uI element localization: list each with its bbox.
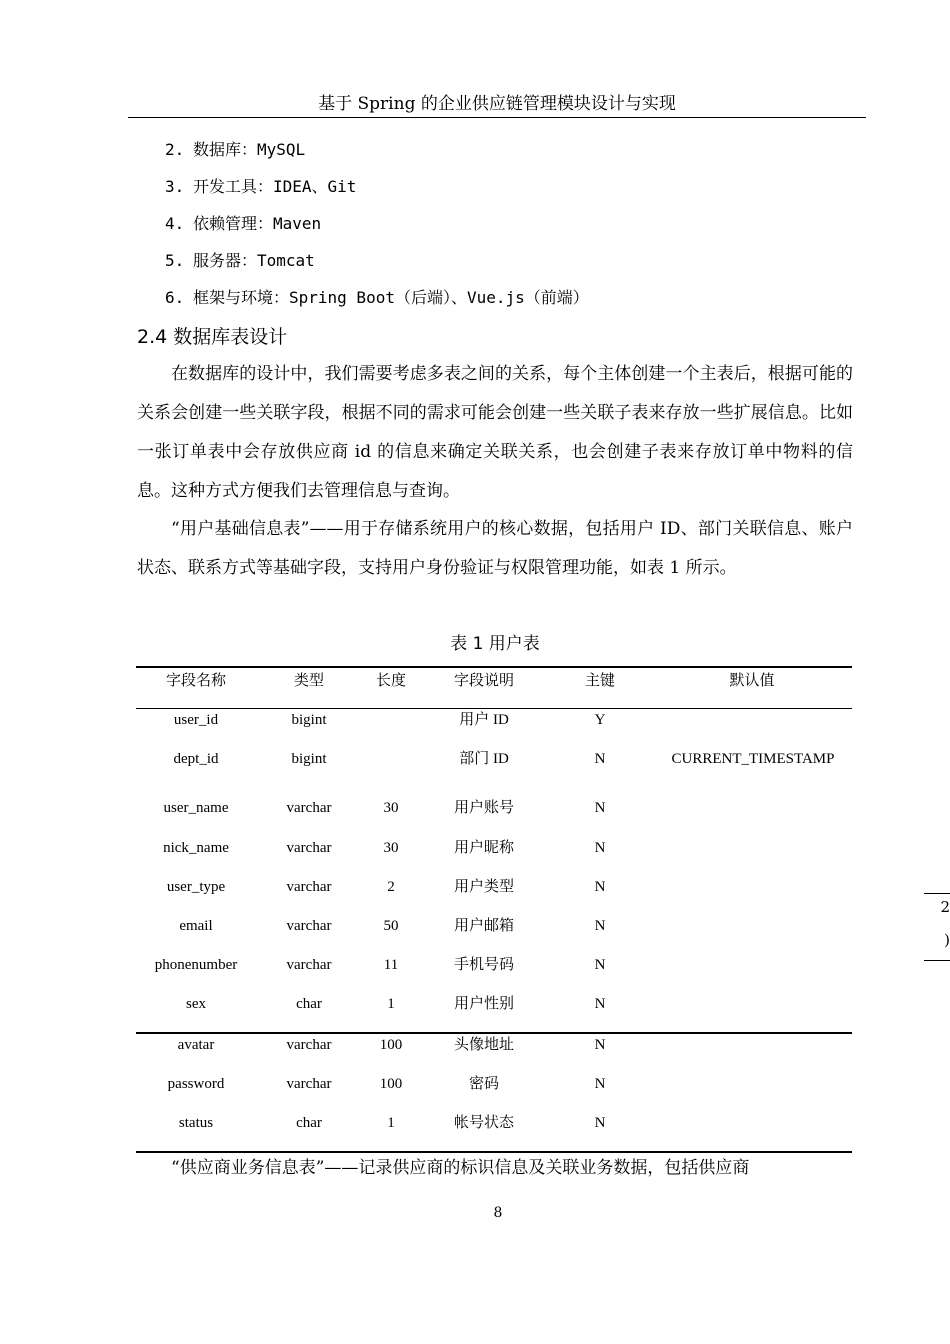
list-item [165, 211, 321, 237]
table-cell: CURRENT_TIMESTAMP [671, 751, 835, 767]
table-header-cell: 类型 [293, 671, 324, 689]
table-cell: 密码 [468, 1076, 499, 1092]
list-item [165, 174, 356, 200]
table-cell: 用户昵称 [453, 840, 514, 856]
table-cell: bigint [291, 712, 327, 728]
table-cell: N [594, 751, 606, 767]
table-mid-rule [136, 1032, 852, 1034]
table-cell: varchar [286, 957, 332, 973]
table-cell: status [178, 1115, 214, 1131]
table-cell: 用户类型 [453, 879, 514, 895]
table-cell: 100 [379, 1037, 403, 1053]
table-cell: sex [186, 996, 206, 1012]
list-item-number: 6. [165, 288, 185, 307]
header-rule [128, 117, 866, 118]
table-cell: N [594, 1076, 606, 1092]
table-cell: N [594, 957, 606, 973]
table-cell: 部门 ID [459, 751, 509, 767]
table-cell: varchar [286, 1037, 332, 1053]
table-cell: N [594, 1115, 606, 1131]
table-cell: 50 [383, 918, 399, 934]
table-cell: N [594, 879, 606, 895]
table-header-cell: 字段名称 [165, 671, 226, 689]
table-cell: password [167, 1076, 225, 1092]
table-cell: varchar [286, 800, 332, 816]
table-cell: user_id [173, 712, 219, 728]
table-cell: 手机号码 [453, 957, 514, 973]
table-cell: char [296, 996, 322, 1012]
table-header-cell: 长度 [375, 671, 406, 689]
table-cell: 用户邮箱 [453, 918, 514, 934]
table-header-cell: 字段说明 [453, 671, 514, 689]
table-cell: 1 [387, 996, 395, 1012]
table-cell: varchar [286, 1076, 332, 1092]
running-header-title: 基于 Spring 的企业供应链管理模块设计与实现 [318, 94, 676, 114]
table-cell: 1 [387, 1115, 395, 1131]
table-cell: 用户账号 [453, 800, 514, 816]
table-cell: user_name [163, 800, 229, 816]
table-cell: Y [594, 712, 606, 728]
list-item-number: 3. [165, 177, 185, 196]
table-cell: 30 [383, 800, 399, 816]
page-number: 8 [493, 1205, 503, 1221]
table-cell: 30 [383, 840, 399, 856]
list-item-text: 框架与环境：Spring Boot（后端）、Vue.js（前端） [193, 288, 589, 307]
table-cell: varchar [286, 840, 332, 856]
list-item-text: 依赖管理：Maven [193, 214, 322, 233]
list-item-number: 4. [165, 214, 185, 233]
paragraph-design-overview: 在数据库的设计中，我们需要考虑多表之间的关系，每个主体创建一个主表后，根据可能的关系会创建一些关联字段，根据不同的需求可能会创建一些关联子表来存放一些扩展信息。比如一张订单表中会存放供应商 id 的信息来确定关联关系，也会创建子表来存放订单中物料的信息。这种方式方便我们去管理信息与查询。 [137, 364, 853, 501]
table-cell: bigint [291, 751, 327, 767]
paragraph-supplier-table-intro: “供应商业务信息表”——记录供应商的标识信息及关联业务数据，包括供应商 [171, 1158, 750, 1178]
table-cell: phonenumber [154, 957, 238, 973]
margin-rule [924, 960, 950, 961]
table-cell: N [594, 918, 606, 934]
margin-mark: 2 [940, 898, 950, 916]
table-header-rule [136, 708, 852, 709]
table-cell: 用户性别 [453, 996, 514, 1012]
table-header-cell: 默认值 [729, 671, 775, 689]
table-cell: 用户 ID [459, 712, 509, 728]
table-cell: 100 [379, 1076, 403, 1092]
table-cell: N [594, 1037, 606, 1053]
table-cell: nick_name [163, 840, 229, 856]
table-cell: avatar [177, 1037, 215, 1053]
table-header-cell: 主键 [584, 671, 615, 689]
margin-mark: ) [944, 931, 950, 949]
margin-rule [924, 893, 950, 894]
list-item-text: 服务器：Tomcat [193, 251, 315, 270]
list-item [165, 285, 589, 311]
table-caption: 表 1 用户表 [450, 634, 540, 654]
table-top-rule [136, 666, 852, 668]
list-item-text: 开发工具：IDEA、Git [193, 177, 357, 196]
list-item-number: 2. [165, 140, 185, 159]
table-cell: varchar [286, 918, 332, 934]
table-cell: email [179, 918, 213, 934]
list-item-number: 5. [165, 251, 185, 270]
table-cell: 帐号状态 [453, 1115, 514, 1131]
table-cell: N [594, 840, 606, 856]
table-cell: 2 [387, 879, 395, 895]
table-cell: 11 [383, 957, 399, 973]
section-heading: 2.4 数据库表设计 [137, 326, 288, 348]
list-item [165, 137, 305, 163]
table-cell: char [296, 1115, 322, 1131]
table-cell: 头像地址 [453, 1037, 514, 1053]
table-cell: varchar [286, 879, 332, 895]
list-item-text: 数据库：MySQL [193, 140, 306, 159]
table-cell: dept_id [173, 751, 219, 767]
list-item [165, 248, 315, 274]
table-cell: N [594, 800, 606, 816]
paragraph-user-table-intro: “用户基础信息表”——用于存储系统用户的核心数据，包括用户 ID、部门关联信息、账户状态、联系方式等基础字段，支持用户身份验证与权限管理功能，如表 1 所示。 [137, 519, 853, 578]
table-cell: N [594, 996, 606, 1012]
table-cell: user_type [166, 879, 226, 895]
